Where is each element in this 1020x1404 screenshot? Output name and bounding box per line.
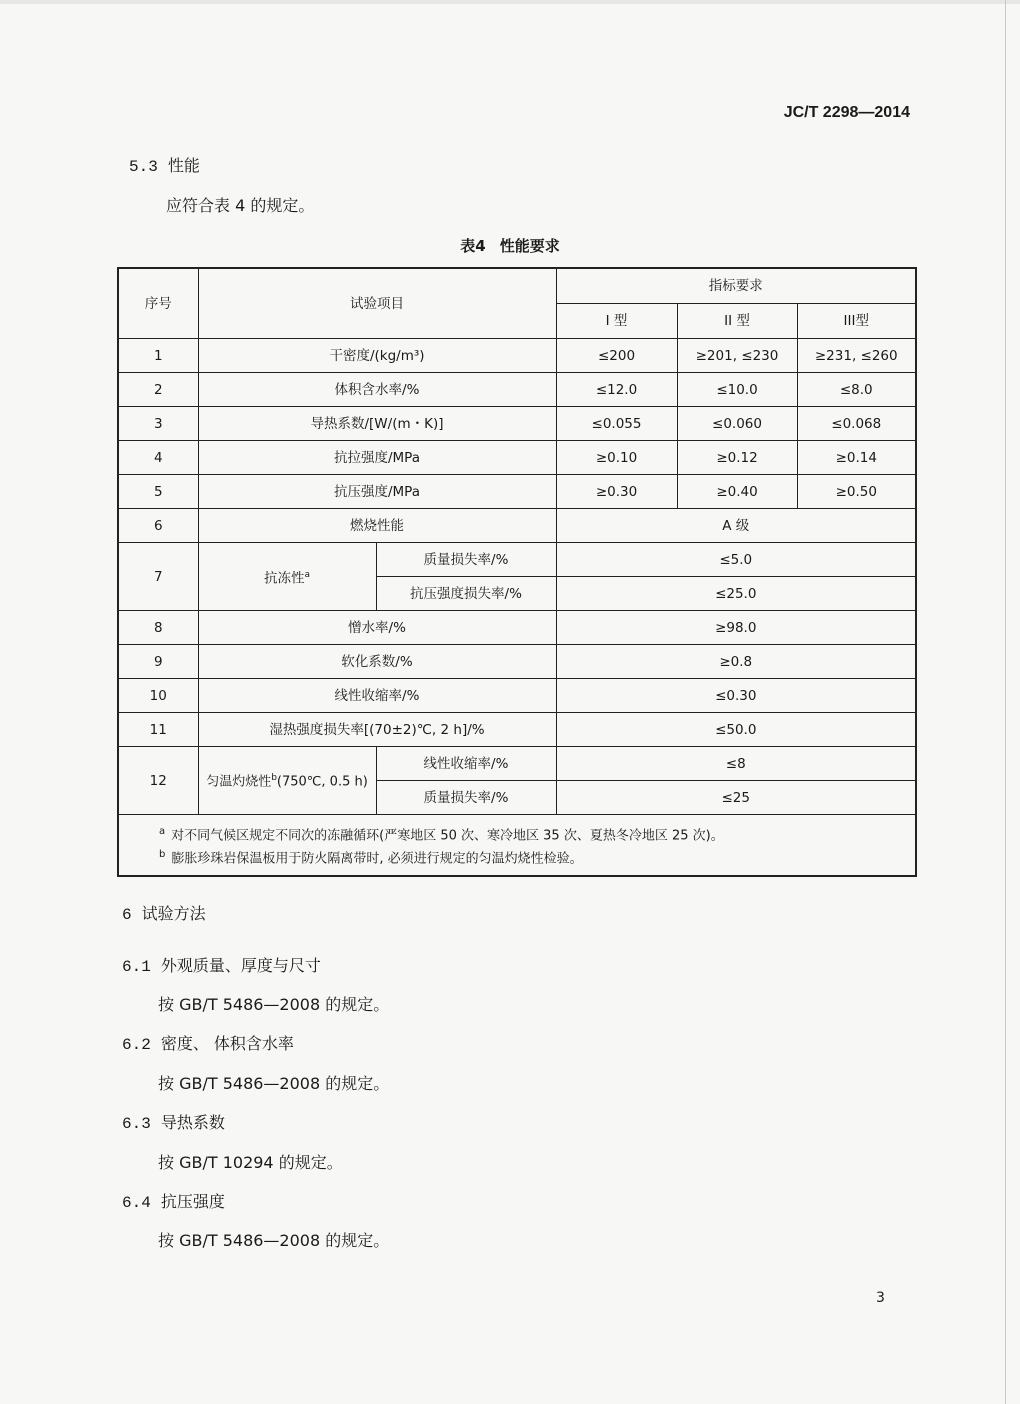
row-no: 1 xyxy=(118,339,198,373)
row-value-type1: ≤12.0 xyxy=(556,373,677,407)
section-6-4-heading xyxy=(122,1189,225,1212)
section-number: 6 xyxy=(122,906,132,924)
row-no: 2 xyxy=(118,373,198,407)
page-top-edge xyxy=(0,0,1020,4)
row-item: 抗冻性 xyxy=(263,570,305,587)
table-note xyxy=(159,822,915,845)
table-row xyxy=(118,441,916,475)
row-no: 4 xyxy=(118,441,198,475)
row-value: ≤25 xyxy=(556,781,916,815)
row-subitem: 质量损失率/% xyxy=(376,543,556,577)
row-item: 燃烧性能 xyxy=(198,509,556,543)
row-no: 12 xyxy=(118,747,198,815)
table-row xyxy=(118,747,916,781)
table-row xyxy=(118,509,916,543)
row-no: 7 xyxy=(118,543,198,611)
footnote-mark: a xyxy=(304,569,310,580)
note-text: 对不同气候区规定不同次的冻融循环(严寒地区 50 次、寒冷地区 35 次、夏热冬冷地区 25 次)。 xyxy=(171,828,724,843)
row-value-type3: ≥0.50 xyxy=(797,475,916,509)
header-col-no: 序号 xyxy=(118,268,198,339)
table-row xyxy=(118,407,916,441)
row-value-type1: ≥0.30 xyxy=(556,475,677,509)
section-6-1-heading xyxy=(122,953,321,976)
row-value: ≥0.8 xyxy=(556,645,916,679)
section-number: 5.3 xyxy=(129,158,158,176)
row-item-group xyxy=(198,747,376,815)
row-subitem: 抗压强度损失率/% xyxy=(376,577,556,611)
row-item: 匀温灼烧性 xyxy=(206,774,272,790)
table-row xyxy=(118,543,916,577)
table-notes-row xyxy=(118,815,916,877)
row-no: 5 xyxy=(118,475,198,509)
row-item: 抗拉强度/MPa xyxy=(198,441,556,475)
row-value-type1: ≤0.055 xyxy=(556,407,677,441)
section-number: 6.1 xyxy=(122,958,151,976)
section-number: 6.2 xyxy=(122,1036,151,1054)
header-type3: III型 xyxy=(797,304,916,339)
section-number: 6.4 xyxy=(122,1194,151,1212)
table-note xyxy=(159,845,915,868)
section-title: 试验方法 xyxy=(141,904,206,923)
row-no: 6 xyxy=(118,509,198,543)
row-item: 湿热强度损失率[(70±2)℃, 2 h]/% xyxy=(198,713,556,747)
row-value-type1: ≤200 xyxy=(556,339,677,373)
row-no: 11 xyxy=(118,713,198,747)
row-item: 抗压强度/MPa xyxy=(198,475,556,509)
row-value-type3: ≤0.068 xyxy=(797,407,916,441)
row-item: 憎水率/% xyxy=(198,611,556,645)
row-value-type2: ≥201, ≤230 xyxy=(677,339,797,373)
table-row xyxy=(118,611,916,645)
section-number: 6.3 xyxy=(122,1115,151,1133)
footnote-mark: b xyxy=(271,773,277,784)
row-item: 线性收缩率/% xyxy=(198,679,556,713)
row-item: 软化系数/% xyxy=(198,645,556,679)
row-item: 体积含水率/% xyxy=(198,373,556,407)
row-value-type2: ≥0.12 xyxy=(677,441,797,475)
row-subitem: 线性收缩率/% xyxy=(376,747,556,781)
table-notes xyxy=(118,815,916,877)
row-value-type3: ≥231, ≤260 xyxy=(797,339,916,373)
row-value-type2: ≤10.0 xyxy=(677,373,797,407)
note-mark: a xyxy=(159,825,166,837)
row-item-suffix: (750℃, 0.5 h) xyxy=(276,774,368,790)
table-title: 性能要求 xyxy=(499,237,560,255)
note-mark: b xyxy=(159,849,166,860)
row-subitem: 质量损失率/% xyxy=(376,781,556,815)
table-caption xyxy=(0,235,1020,256)
row-no: 8 xyxy=(118,611,198,645)
section-6-4-text: 按 GB/T 5486—2008 的规定。 xyxy=(158,1231,390,1250)
row-item: 干密度/(kg/m³) xyxy=(198,339,556,373)
header-type1: I 型 xyxy=(556,304,677,339)
section-6-2-text: 按 GB/T 5486—2008 的规定。 xyxy=(158,1074,390,1093)
table-label: 表4 xyxy=(460,237,486,255)
section-6-1-text: 按 GB/T 5486—2008 的规定。 xyxy=(158,995,390,1014)
section-6-2-heading xyxy=(122,1031,294,1054)
section-5-3-text: 应符合表 4 的规定。 xyxy=(166,196,315,215)
row-value-type3: ≥0.14 xyxy=(797,441,916,475)
table-row xyxy=(118,713,916,747)
row-no: 9 xyxy=(118,645,198,679)
table-row xyxy=(118,679,916,713)
performance-table xyxy=(117,267,917,877)
row-value-type2: ≤0.060 xyxy=(677,407,797,441)
row-value: ≤0.30 xyxy=(556,679,916,713)
row-value-type1: ≥0.10 xyxy=(556,441,677,475)
section-title: 性能 xyxy=(167,156,200,175)
header-col-item: 试验项目 xyxy=(198,268,556,339)
note-text: 膨胀珍珠岩保温板用于防火隔离带时, 必须进行规定的匀温灼烧性检验。 xyxy=(171,851,583,867)
row-no: 3 xyxy=(118,407,198,441)
section-title: 导热系数 xyxy=(160,1113,225,1132)
page-right-edge xyxy=(1005,0,1006,1404)
row-value: ≤5.0 xyxy=(556,543,916,577)
section-6-3-text: 按 GB/T 10294 的规定。 xyxy=(158,1153,343,1172)
table-header-row xyxy=(118,268,916,304)
header-type2: II 型 xyxy=(677,304,797,339)
row-value: ≥98.0 xyxy=(556,611,916,645)
standard-code: JC/T 2298—2014 xyxy=(783,104,910,121)
table-row xyxy=(118,339,916,373)
row-value: ≤50.0 xyxy=(556,713,916,747)
table-row xyxy=(118,373,916,407)
section-5-3-heading xyxy=(129,153,200,176)
row-value-type3: ≤8.0 xyxy=(797,373,916,407)
section-6-heading xyxy=(122,901,206,924)
row-value: ≤8 xyxy=(556,747,916,781)
row-no: 10 xyxy=(118,679,198,713)
table-row xyxy=(118,645,916,679)
section-6-3-heading xyxy=(122,1110,225,1133)
section-title: 抗压强度 xyxy=(160,1192,225,1211)
row-value: A 级 xyxy=(556,509,916,543)
header-col-req: 指标要求 xyxy=(556,268,916,304)
row-value-type2: ≥0.40 xyxy=(677,475,797,509)
section-title: 密度、 体积含水率 xyxy=(160,1034,294,1053)
page-number: 3 xyxy=(876,1290,885,1306)
row-item-group xyxy=(198,543,376,611)
section-title: 外观质量、厚度与尺寸 xyxy=(160,956,321,975)
row-value: ≤25.0 xyxy=(556,577,916,611)
table-row xyxy=(118,475,916,509)
row-item: 导热系数/[W/(m・K)] xyxy=(198,407,556,441)
